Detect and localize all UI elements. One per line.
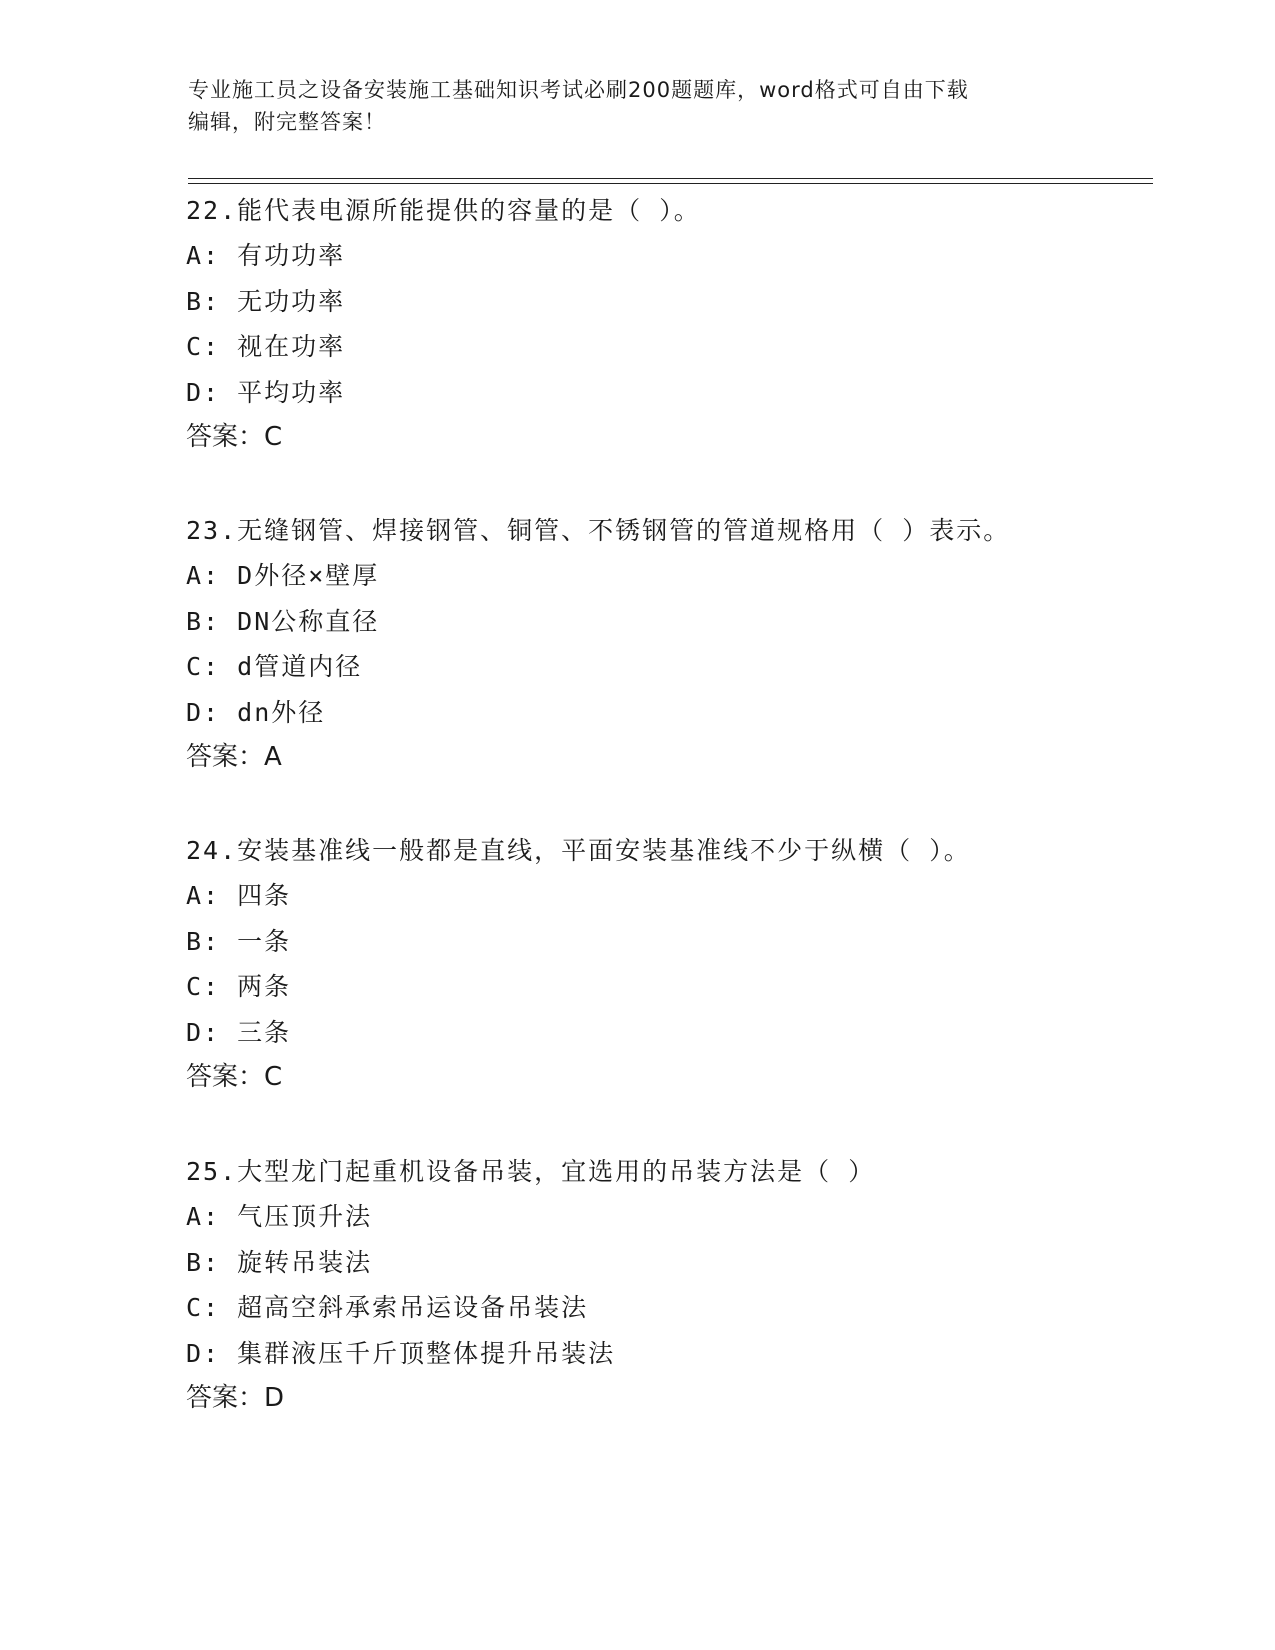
answer: 答案：C bbox=[186, 1062, 283, 1092]
option-d: D: dn外径 bbox=[186, 697, 326, 727]
option-c: C: d管道内径 bbox=[186, 652, 363, 681]
document-header bbox=[188, 74, 1068, 138]
option-d: D: 集群液压千斤顶整体提升吊装法 bbox=[186, 1338, 616, 1368]
question-title: 23.无缝钢管、焊接钢管、铜管、不锈钢管的管道规格用（ ）表示。 bbox=[186, 516, 1011, 545]
answer: 答案：C bbox=[186, 422, 283, 452]
option-b: B: 旋转吊装法 bbox=[186, 1247, 373, 1277]
option-c: C: 两条 bbox=[186, 972, 292, 1001]
answer: 答案：A bbox=[186, 742, 282, 772]
question-title: 24.安装基准线一般都是直线，平面安装基准线不少于纵横（ ）。 bbox=[186, 836, 971, 865]
option-b: B: DN公称直径 bbox=[186, 606, 380, 636]
question-24 bbox=[186, 828, 1186, 1100]
header-divider bbox=[188, 178, 1153, 184]
option-a: A: 四条 bbox=[186, 881, 292, 910]
option-d: D: 平均功率 bbox=[186, 377, 346, 407]
option-a: A: 气压顶升法 bbox=[186, 1202, 373, 1231]
option-d: D: 三条 bbox=[186, 1017, 292, 1047]
option-a: A: D外径×壁厚 bbox=[186, 561, 380, 590]
question-title: 22.能代表电源所能提供的容量的是（ ）。 bbox=[186, 196, 701, 225]
question-title: 25.大型龙门起重机设备吊装，宜选用的吊装方法是（ ） bbox=[186, 1157, 876, 1186]
answer: 答案：D bbox=[186, 1383, 285, 1413]
header-line-1: 专业施工员之设备安装施工基础知识考试必刷200题题库，word格式可自由下载 bbox=[188, 78, 969, 102]
option-b: B: 一条 bbox=[186, 926, 292, 956]
option-b: B: 无功功率 bbox=[186, 286, 346, 316]
header-line-2: 编辑，附完整答案！ bbox=[188, 110, 386, 134]
question-23 bbox=[186, 508, 1186, 780]
question-22 bbox=[186, 188, 1186, 460]
question-25 bbox=[186, 1149, 1186, 1421]
option-a: A: 有功功率 bbox=[186, 241, 346, 270]
option-c: C: 超高空斜承索吊运设备吊装法 bbox=[186, 1293, 589, 1322]
option-c: C: 视在功率 bbox=[186, 332, 346, 361]
